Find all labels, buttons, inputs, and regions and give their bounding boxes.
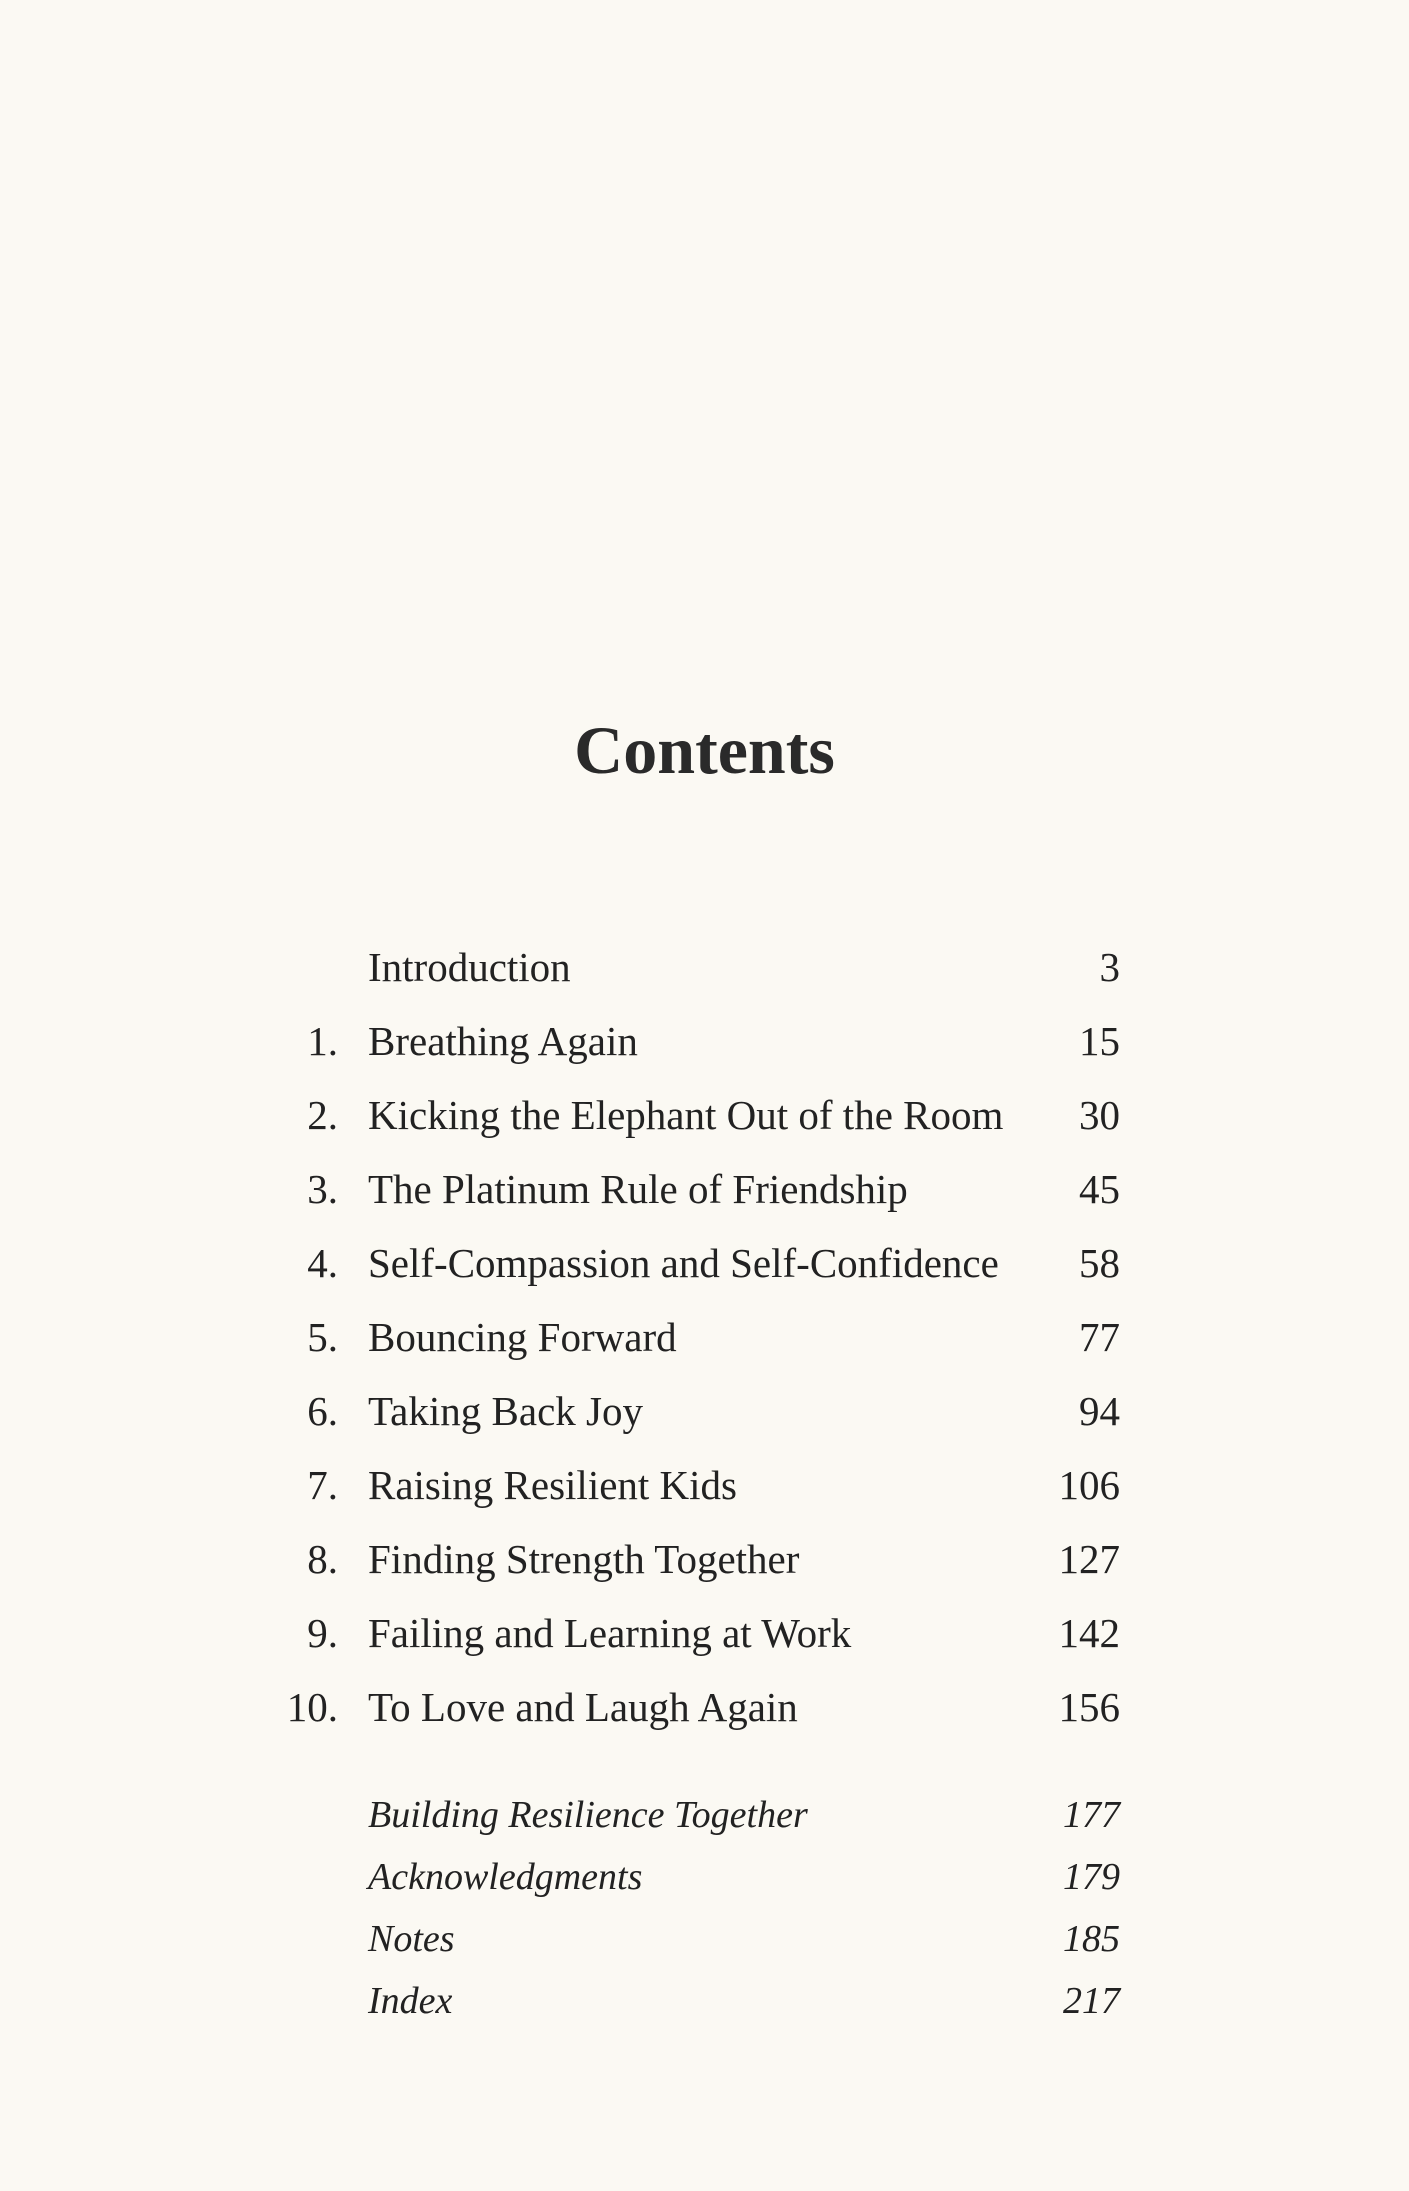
toc-entry-num: 2. xyxy=(307,1092,338,1138)
toc-entry xyxy=(280,1670,1120,1744)
toc-entry-num: 3. xyxy=(307,1166,338,1212)
toc-entry xyxy=(280,1226,1120,1300)
toc-entry-num: 7. xyxy=(307,1462,338,1508)
toc-entry-label: The Platinum Rule of Friendship xyxy=(368,1166,908,1212)
toc-entry-label: Breathing Again xyxy=(368,1018,638,1064)
toc-entry-label: Raising Resilient Kids xyxy=(368,1462,737,1508)
toc-entry-label: Taking Back Joy xyxy=(368,1388,643,1434)
chapter-list xyxy=(280,930,1120,1744)
toc-entry-label: Kicking the Elephant Out of the Room xyxy=(368,1092,1004,1138)
toc-entry-label: Building Resilience Together xyxy=(368,1794,808,1836)
toc-entry xyxy=(280,1078,1120,1152)
toc-entry xyxy=(280,1784,1120,1846)
toc-entry xyxy=(280,1374,1120,1448)
toc-entry-num: 6. xyxy=(307,1388,338,1434)
toc-entry-label: Self-Compassion and Self-Confidence xyxy=(368,1240,999,1286)
toc-entry-page: 77 xyxy=(1079,1314,1120,1360)
toc-entry-num: 10. xyxy=(286,1684,338,1730)
toc-entry xyxy=(280,1152,1120,1226)
toc-entry-label: Notes xyxy=(368,1918,455,1960)
toc-entry-label: Introduction xyxy=(368,944,571,990)
toc-entry-page: 30 xyxy=(1079,1092,1120,1138)
toc-entry xyxy=(280,1596,1120,1670)
toc-entry-page: 94 xyxy=(1079,1388,1120,1434)
toc-entry xyxy=(280,1004,1120,1078)
toc-entry xyxy=(280,1448,1120,1522)
toc-entry-label: Index xyxy=(368,1980,453,2022)
back-matter-list xyxy=(280,1784,1120,2032)
toc-entry-page: 106 xyxy=(1058,1462,1120,1508)
toc-entry-num: 9. xyxy=(307,1610,338,1656)
toc-entry-page: 156 xyxy=(1058,1684,1120,1730)
toc-entry xyxy=(280,1522,1120,1596)
toc-entry-num: 1. xyxy=(307,1018,338,1064)
toc-entry-label: Acknowledgments xyxy=(368,1856,643,1898)
toc-entry-page: 45 xyxy=(1079,1166,1120,1212)
toc-entry-label: To Love and Laugh Again xyxy=(368,1684,798,1730)
toc-entry-page: 179 xyxy=(1063,1856,1120,1898)
toc-entry-label: Failing and Learning at Work xyxy=(368,1610,852,1656)
table-of-contents xyxy=(280,930,1120,2032)
toc-entry xyxy=(280,1908,1120,1970)
toc-entry xyxy=(280,1846,1120,1908)
toc-entry xyxy=(280,1300,1120,1374)
toc-entry-page: 177 xyxy=(1063,1794,1120,1836)
toc-entry-page: 217 xyxy=(1063,1980,1120,2022)
toc-entry-label: Bouncing Forward xyxy=(368,1314,677,1360)
toc-entry-num: 4. xyxy=(307,1240,338,1286)
toc-entry-page: 185 xyxy=(1063,1918,1120,1960)
toc-entry xyxy=(280,930,1120,1004)
toc-entry-page: 142 xyxy=(1058,1610,1120,1656)
toc-entry-page: 127 xyxy=(1058,1536,1120,1582)
toc-entry-num: 8. xyxy=(307,1536,338,1582)
toc-entry-num: 5. xyxy=(307,1314,338,1360)
toc-entry-page: 3 xyxy=(1099,944,1120,990)
toc-entry-page: 15 xyxy=(1079,1018,1120,1064)
toc-entry xyxy=(280,1970,1120,2032)
toc-entry-page: 58 xyxy=(1079,1240,1120,1286)
toc-entry-label: Finding Strength Together xyxy=(368,1536,800,1582)
page-title: Contents xyxy=(574,711,835,788)
